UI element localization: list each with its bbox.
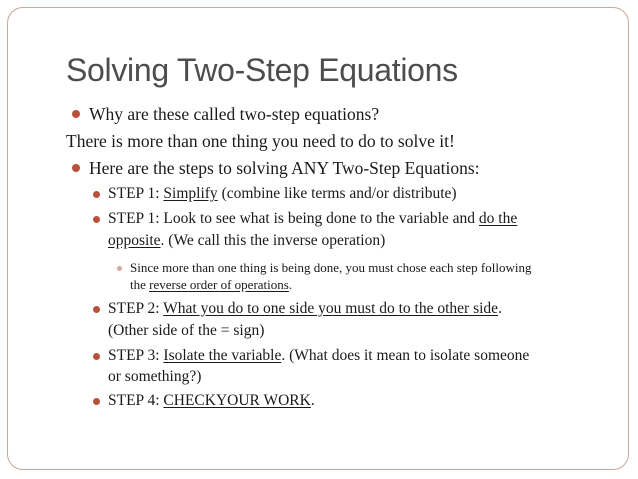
slide-title: Solving Two-Step Equations [66, 52, 458, 88]
steps-intro-text: Here are the steps to solving ANY Two-Step Equations: [89, 158, 480, 178]
bullet-dot [93, 306, 100, 313]
underlined-term: Isolate the variable [163, 347, 282, 364]
step4 [108, 390, 315, 412]
step1-inverse-cont [108, 230, 385, 252]
sub-note-line1: Since more than one thing is being done, you must chose each step following [130, 260, 532, 275]
underlined-term: reverse order of operations [149, 277, 289, 292]
step1-inverse [108, 208, 517, 230]
answer-text: There is more than one thing you need to do to solve it! [66, 131, 455, 151]
step-label: STEP 1: Look to see what is being done to the variable and [108, 210, 479, 227]
step-detail: . (What does it mean to isolate someone [281, 347, 530, 364]
question-text: Why are these called two-step equations? [89, 104, 380, 124]
bullet-dot [93, 216, 100, 223]
underlined-term: opposite [108, 232, 161, 249]
step-detail: . [310, 392, 315, 409]
bullet-dot [93, 191, 100, 198]
step3 [108, 345, 529, 367]
bullet-dot [93, 353, 100, 360]
step-detail: (combine like terms and/or distribute) [217, 185, 457, 202]
step-detail: . [498, 300, 502, 317]
underlined-term: CHECKYOUR WORK [163, 392, 311, 409]
bullet-dot [72, 164, 80, 172]
step2-cont: (Other side of the = sign) [108, 322, 265, 339]
step1-simplify [108, 183, 457, 205]
step-label: STEP 4: [108, 392, 164, 409]
step-label: STEP 2: [108, 300, 164, 317]
step-label: STEP 3: [108, 347, 164, 364]
step3-cont: or something?) [108, 368, 202, 385]
step2 [108, 298, 502, 320]
step-detail: . (We call this the inverse operation) [160, 232, 386, 249]
sub-note-text: . [288, 277, 293, 292]
bullet-dot [93, 398, 100, 405]
sub-note-text: the [130, 277, 150, 292]
underlined-term: What you do to one side you must do to the other side [163, 300, 499, 317]
sub-note-line2 [130, 276, 292, 294]
step-label: STEP 1: [108, 185, 164, 202]
underlined-term: Simplify [163, 185, 218, 202]
bullet-dot [117, 266, 122, 271]
underlined-term: do the [478, 210, 518, 227]
bullet-dot [72, 110, 80, 118]
